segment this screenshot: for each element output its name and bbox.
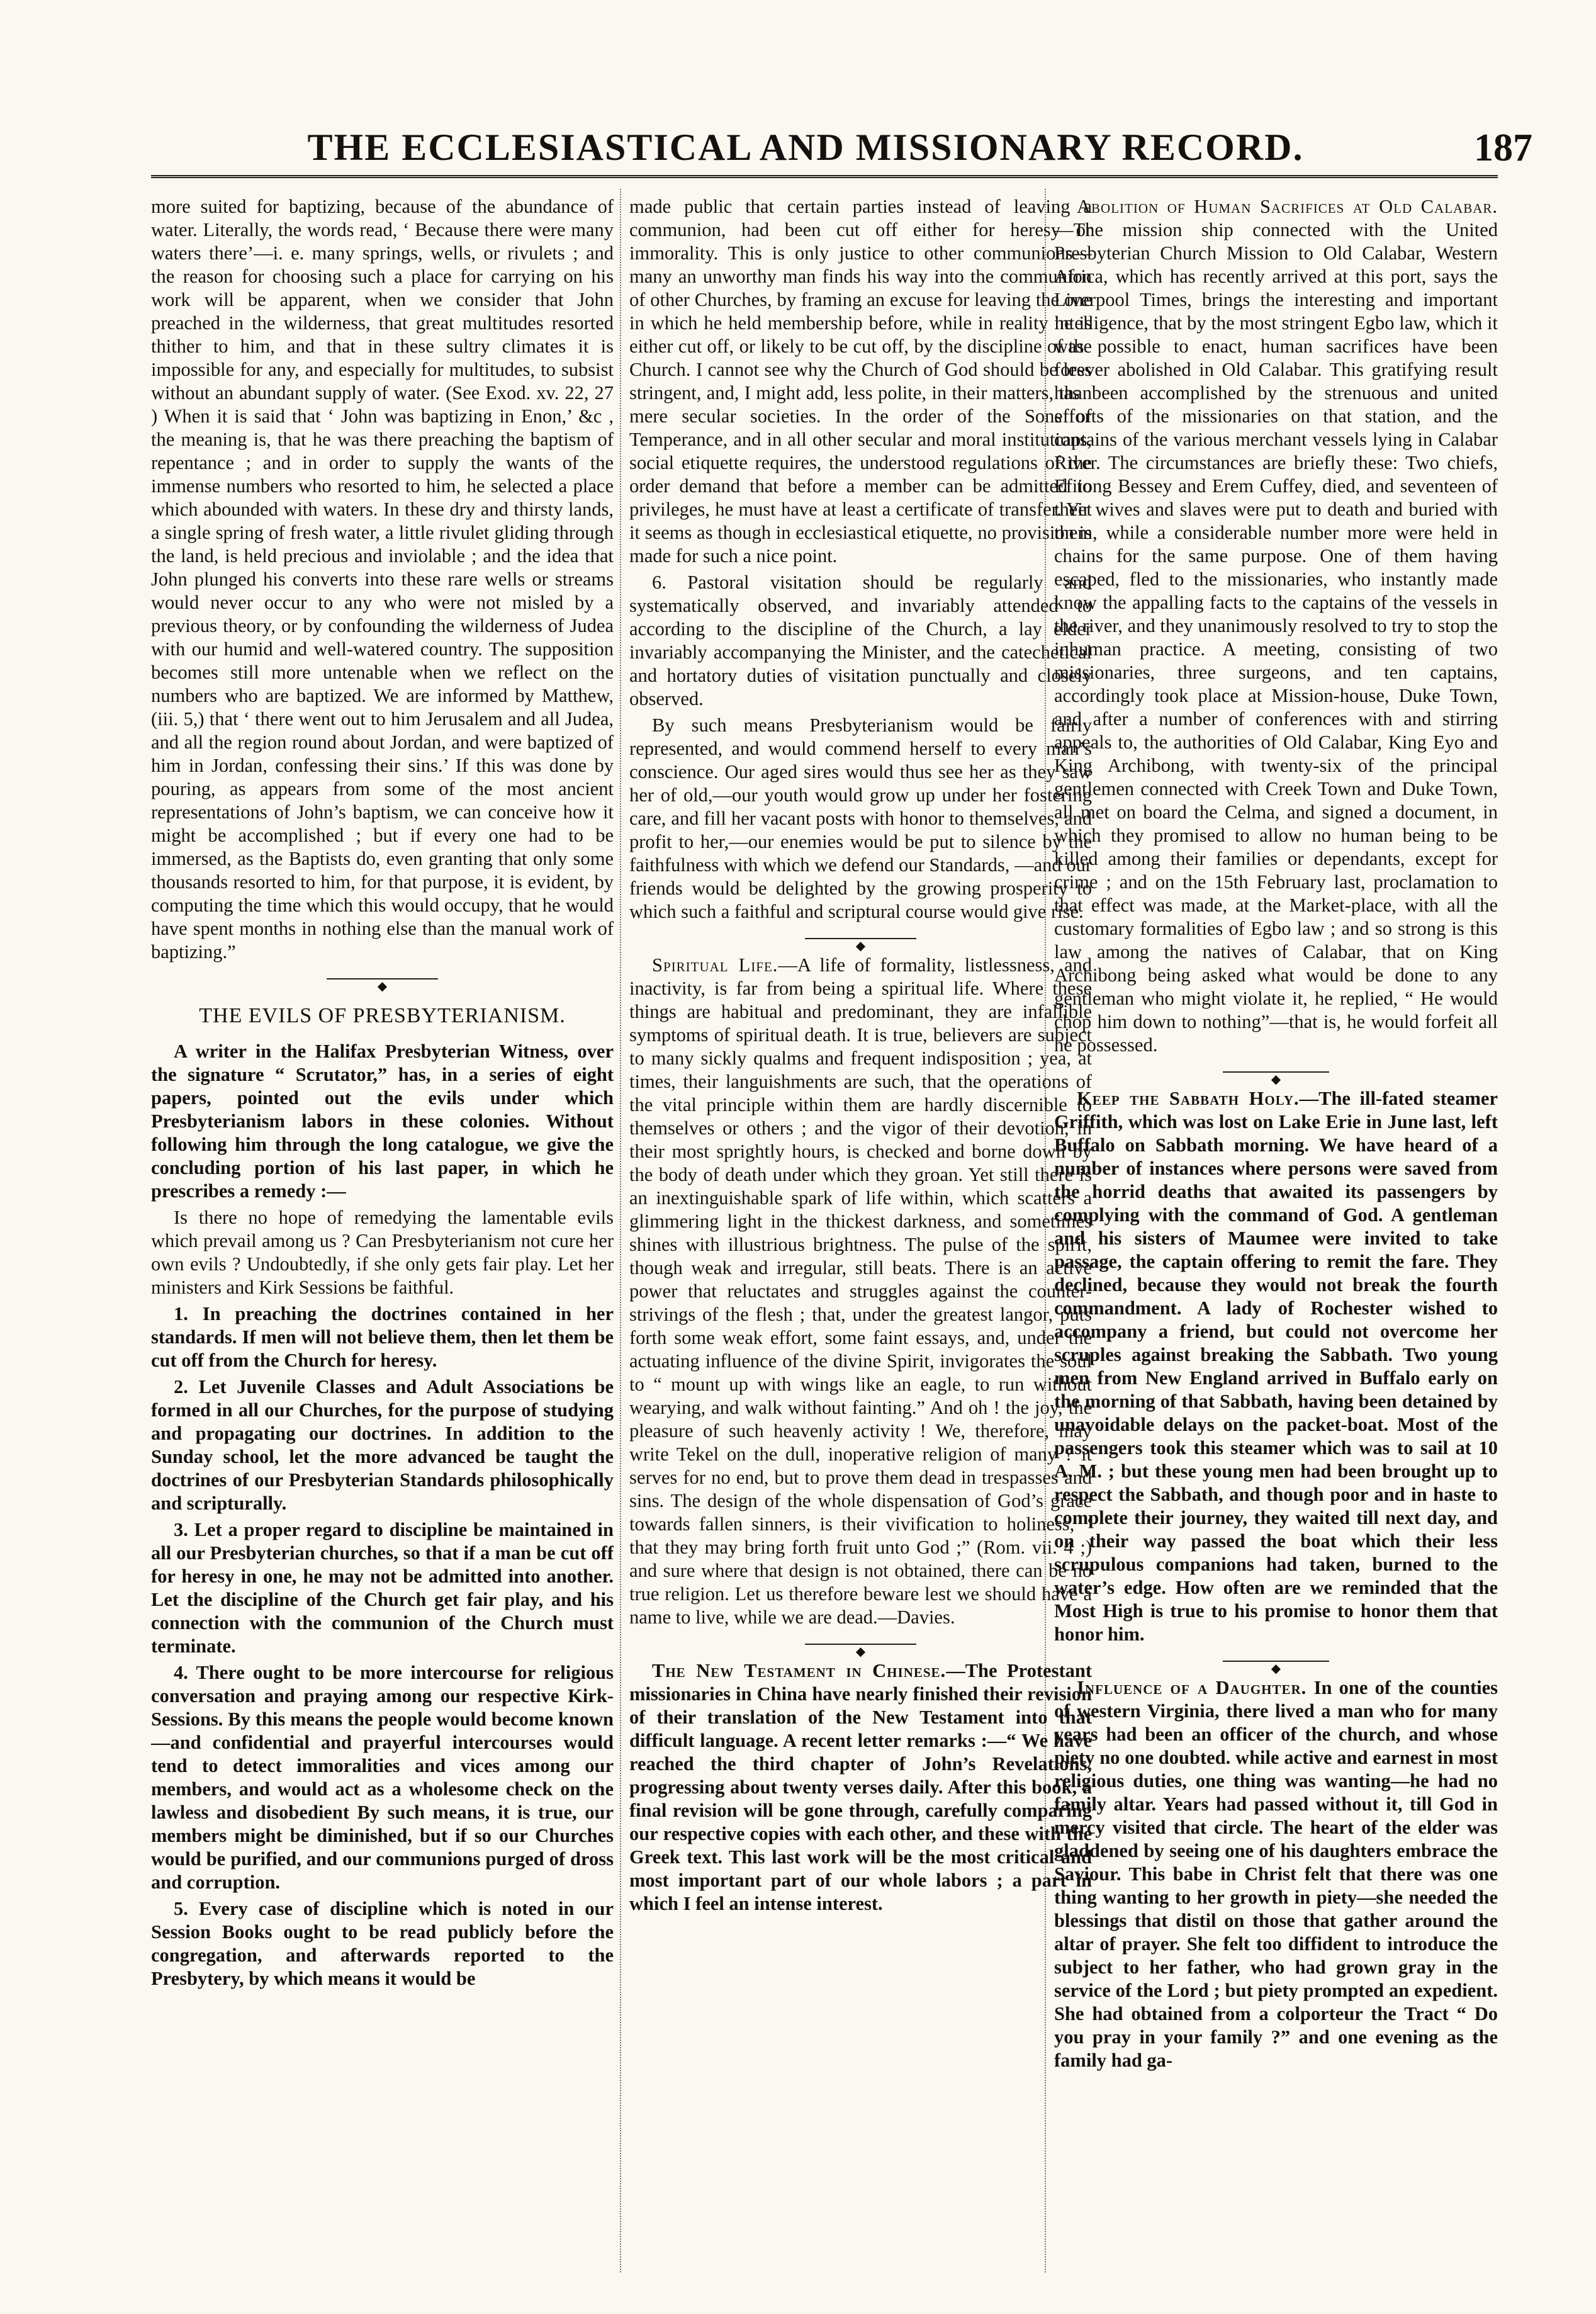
- evils-item-2: 2. Let Juvenile Classes and Adult Associations be formed in all our Churches, for the purpose of studying and propagating our doctrines. In addition to the Sunday school, let the more advanced be taught the doctrines of our Presbyterian Standards philosophically and scripturally.: [151, 1376, 614, 1514]
- article-spiritual-life: [629, 954, 1092, 1629]
- article-lead-sabbath: Keep the Sabbath Holy.: [1077, 1088, 1300, 1109]
- article-sabbath: [1054, 1087, 1498, 1646]
- column-separator: [620, 189, 621, 2272]
- evils-item-4: 4. There ought to be more intercourse for religious conversation and praying among our respective Kirk-Sessions. By this means the people would become known—and confidential and prayerful intercourses would tend to detect immoralities and vices among our members, and would act as a wholesome check on the lawless and disobedient By such means, it is true, our members might be diminished, but if so our Churches would be purified, and our communions purged of dross and corruption.: [151, 1662, 614, 1893]
- article-heading-evils: THE EVILS OF PRESBYTERIANISM.: [199, 1004, 566, 1027]
- column-middle: [629, 195, 1092, 2272]
- article-lead-spiritual-life: Spiritual Life.: [652, 954, 778, 976]
- article-lead-daughter: Influence of a Daughter.: [1077, 1677, 1307, 1698]
- article-body-new-testament: —The Protestant missionaries in China have nearly finished their revision of their translation of the New Testament into that difficult language. A recent letter remarks :—“ We have reached the third chapter of John’s Revelations, progressing about twenty verses daily. After this book, a final revision will be gone through, carefully comparing our respective copies with each other, and these with the Greek text. This last work will be the most critical and most important part of our whole labors ; a part in which I feel an intense interest.: [629, 1660, 1092, 1914]
- article-lead-abolition: Abolition of Human Sacrifices at Old Calabar.: [1077, 196, 1498, 217]
- journal-title: THE ECCLESIASTICAL AND MISSIONARY RECORD.: [307, 127, 1304, 168]
- evils-item-3: 3. Let a proper regard to discipline be maintained in all our Presbyterian churches, so that if a man be cut off for heresy in one, he may not be admitted into another. Let the discipline of the Church get fair play, and his connection with the communion of the Church must terminate.: [151, 1519, 614, 1657]
- evils-question: Is there no hope of remedying the lamentable evils which prevail among us ? Can Presbyterianism not cure her own evils ? Undoubtedly, if she only gets fair play. Let her ministers and Kirk Sessions be faithful.: [151, 1207, 614, 1298]
- section-divider: ◆: [629, 1638, 1092, 1651]
- article-body-sabbath: —The ill-fated steamer Griffith, which was lost on Lake Erie in June last, left Buffalo on Sabbath morning. We have heard of a number of instances where persons were saved from the horrid deaths that awaited its passengers by complying with the command of God. A gentleman and his sisters of Maumee were invited to take passage, the captain offering to remit the fare. They declined, because they would not break the fourth commandment. A lady of Rochester wished to accompany a friend, but could not overcome her scruples against breaking the Sabbath. Two young men from New England arrived in Buffalo early on the morning of that Sabbath, having been detained by unavoidable delays on the packet-boat. Most of the passengers took this steamer which was to sail at 10 A. M. ; but these young men had been brought up to respect the Sabbath, and though poor and in haste to complete their journey, they waited till next day, and on their way passed the boat which their less scrupulous companions had taken, burned to the water’s edge. How often are we reminded that the Most High is true to his promise to honor them that honor him.: [1054, 1088, 1498, 1645]
- article-body-spiritual-life: —A life of formality, listlessness, and inactivity, is far from being a spiritual life. Where these things are habitual and predominant, they are infallible symptoms of spiritual death. It is true, believers are subject to many sickly qualms and frequent indisposition ; yea, at times, their languishments are such, that the operations of the vital principle within them are hardly discernible to themselves or others ; and the vigor of their devotion, in their most sprightly hours, is checked and borne down by the body of death under which they groan. Yet still there is an inextinguishable spark of life within, which scatters a glimmering light in the thickest darkness, and sometimes shines with illustrious brightness. The pulse of the spirit, though weak and irregular, still beats. There is an active power that reluctates and struggles against the counter-strivings of the flesh ; that, under the greatest langor, puts forth some weak effort, some faint essays, and, under the actuating influence of the divine Spirit, invigorates the soul to “ mount up with wings like an eagle, to run without wearying, and walk without fainting.” And oh ! the joy, the pleasure of such heavenly activity ! We, therefore, may write Tekel on the dull, inoperative religion of many ? it serves for no end, but to prove them dead in trespasses and sins. The design of the whole dispensation of God’s grace towards fallen sinners, is their vivification to holiness, “ that they may bring forth fruit unto God ;” (Rom. vii. 4 ;) and sure where that design is not obtained, there can be no true religion. Let us therefore beware lest we should have a name to live, while we are dead.—Davies.: [629, 954, 1092, 1628]
- section-divider: ◆: [1054, 1655, 1498, 1668]
- evils-conclusion: By such means Presbyterianism would be fairly represented, and would commend herself to every man’s conscience. Our aged sires would thus see her as they saw her of old,—our youth would grow up under her fostering care, and fill her vacant posts with honor to themselves, and profit to her,—our enemies would be put to silence by the faithfulness with which we defend our Standards, —and our friends would be delighted by the growing prosperity to which such a faithful and scriptural course would give rise.: [629, 714, 1092, 922]
- running-head: [286, 126, 1545, 183]
- evils-item-5: 5. Every case of discipline which is noted in our Session Books ought to be read publicly before the congregation, and afterwards reported to the Presbytery, by which means it would be: [151, 1898, 614, 1989]
- evils-intro: A writer in the Halifax Presbyterian Witness, over the signature “ Scrutator,” has, in a series of eight papers, pointed out the evils under which Presbyterianism labors in these colonies. Without following him through the long catalogue, we give the concluding portion of his last paper, in which he prescribes a remedy :—: [151, 1041, 614, 1202]
- column-left: [151, 195, 614, 2272]
- article-body-abolition: —The mission ship connected with the United Presbyterian Church Mission to Old Calabar, Western Africa, which has recently arrived at this port, says the Liverpool Times, brings the interesting and important intelligence, that by the most stringent Egbo law, which it was possible to enact, human sacrifices have been forever abolished in Old Calabar. This gratifying result has been accomplished by the strenuous and united efforts of the missionaries on that station, and the captains of the various merchant vessels lying in Calabar River. The circumstances are briefly these: Two chiefs, Efiiong Bessey and Erem Cuffey, died, and seventeen of their wives and slaves were put to death and buried with them, while a considerable number more were held in chains for the same purpose. One of them having escaped, fled to the missionaries, who instantly made know the appalling facts to the captains of the vessels in the river, and they unanimously resolved to try to stop the inhuman practice. A meeting, consisting of two missionaries, three surgeons, and ten captains, accordingly took place at Mission-house, Duke Town, and after a number of conferences with and stirring appeals to, the authorities of Old Calabar, King Eyo and King Archibong, with twenty-six of the principal gentlemen connected with Creek Town and Duke Town, all met on board the Celma, and signed a document, in which they promised to allow no human being to be killed among their families or dependants, except for crime ; and on the 15th February last, proclamation to that effect was made, at the Market-place, with all the customary formalities of Egbo law ; and so strong is this law among the natives of Calabar, that on King Archibong being asked what would be done to any gentleman who might violate it, he replied, “ He would chop him down to nothing”—that is, he would forfeit all he possessed.: [1054, 219, 1498, 1056]
- header-rule: [151, 175, 1498, 178]
- baptism-continuation: more suited for baptizing, because of the abundance of water. Literally, the words read, ‘ Because there were many waters there’—i. e. many springs, wells, or rivulets ; and the reason for choosing such a place for carrying on his work will be apparent, when we consider that John preached in the wilderness, that great multitudes resorted thither to him, and that in these sultry climates it is impossible for any, and especially for multitudes, to subsist without an abundant supply of water. (See Exod. xv. 22, 27 ) When it is said that ‘ John was baptizing in Enon,’ &c , the meaning is, that he was there preaching the baptism of repentance ; and in order to supply the wants of the immense numbers who resorted to him, he selected a place which abounded with waters. In these dry and thirsty lands, a single spring of fresh water, a little rivulet gliding through the land, is held precious and inviolable ; and the idea that John plunged his converts into these rare wells or streams would never occur to any who were not misled by a previous theory, or by confounding the wilderness of Judea with our humid and well-watered country. The supposition becomes still more untenable when we reflect on the numbers who are baptized. We are informed by Matthew, (iii. 5,) that ‘ there went out to him Jerusalem and all Judea, and all the region round about Jordan, and were baptized of him in Jordan, confessing their sins.’ If this was done by pouring, as appears from some of the most ancient representations of John’s baptism, we can conceive how it might be accomplished ; but if every one had to be immersed, as the Baptists do, even granting that only some thousands resorted to him, for that purpose, it is evident, by computing the time which this would occupy, that he would have spent months in nothing else than the manual work of baptizing.”: [151, 196, 614, 962]
- article-daughter: [1054, 1676, 1498, 2072]
- article-body-daughter: In one of the counties of western Virginia, there lived a man who for many years had been an officer of the church, and whose piety no one doubted. while active and earnest in most religious duties, one thing was wanting—he had no family altar. Years had passed without it, till God in mercy visited that circle. The heart of the elder was gladdened by seeing one of his daughters embrace the Saviour. This babe in Christ felt that there was one thing wanting to her growth in piety—she needed the blessings that distil on those that gather around the altar of prayer. She felt too diffident to introduce the subject to her father, who had grown gray in the service of the Lord ; but piety prompted an expedient. She had obtained from a colporteur the Tract “ Do you pray in your family ?” and one evening as the family had ga-: [1054, 1677, 1498, 2071]
- column-right: [1054, 195, 1498, 2272]
- section-divider: ◆: [1054, 1066, 1498, 1078]
- section-divider: ◆: [151, 973, 614, 985]
- page-number: 187: [1474, 127, 1532, 169]
- article-new-testament-chinese: [629, 1659, 1092, 1916]
- evils-item-1: 1. In preaching the doctrines contained in her standards. If men will not believe them, then let them be cut off from the Church for heresy.: [151, 1303, 614, 1371]
- evils-continuation: made public that certain parties instead of leaving a communion, had been cut off either for heresy or immorality. This is only justice to other communions—many an unworthy man finds his way into the communion of other Churches, by framing an excuse for leaving the one in which he held membership before, while in reality he is either cut off, or likely to be cut off, by the discipline of the Church. I cannot see why the Church of God should be less stringent, and, I might add, less polite, in their matters, than mere secular societies. In the order of the Sons of Temperance, and in all other secular and moral institutions, social etiquette requires, the understood regulations of the order demand that before a member can be admitted to privileges, he must have at least a certificate of transfer. Yet it seems as though in ecclesiastical etiquette, no provision is made for such a nice point.: [629, 196, 1092, 567]
- article-abolition: [1054, 195, 1498, 1057]
- article-lead-new-testament: The New Testament in Chinese.: [652, 1660, 947, 1681]
- section-divider: ◆: [629, 932, 1092, 945]
- evils-item-6: 6. Pastoral visitation should be regularly and systematically observed, and invariably attended to according to the discipline of the Church, a lay elder invariably accompanying the Minister, and the catechetical and hortatory duties of visitation punctually and closely observed.: [629, 572, 1092, 709]
